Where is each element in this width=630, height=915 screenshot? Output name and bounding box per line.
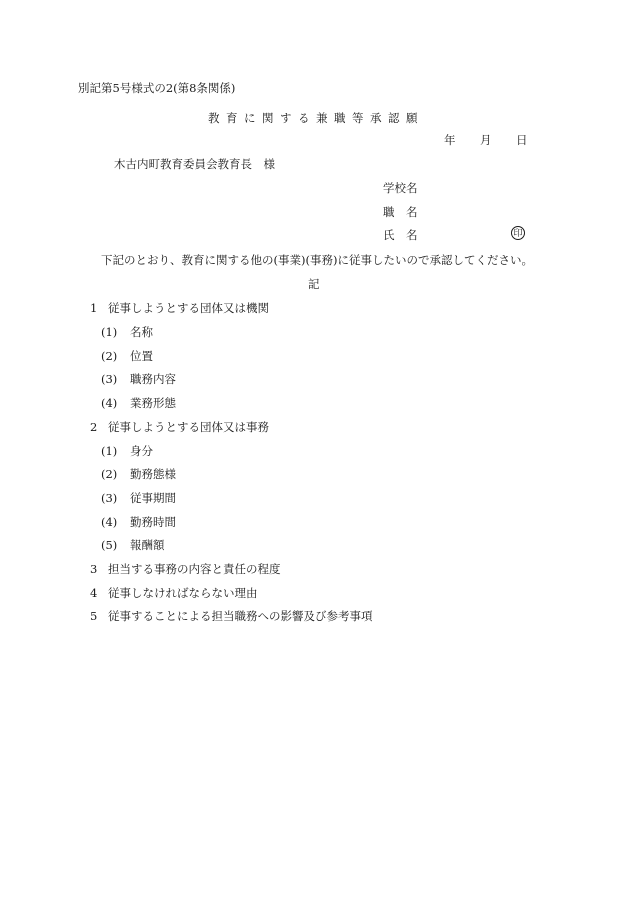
date-day: 日 bbox=[516, 133, 528, 147]
item-number: (1) bbox=[101, 444, 118, 458]
section-number: 3 bbox=[90, 562, 98, 576]
school-name-label: 学校名 bbox=[383, 181, 418, 195]
ki-marker: 記 bbox=[308, 277, 320, 291]
position-label: 職 名 bbox=[383, 205, 418, 219]
item-number: (2) bbox=[101, 349, 118, 363]
request-text: 下記のとおり、教育に関する他の(事業)(事務)に従事したいので承認してください。 bbox=[101, 253, 533, 267]
item-label: 勤務態様 bbox=[130, 467, 176, 481]
section-heading: 従事することによる担当職務への影響及び参考事項 bbox=[108, 609, 373, 623]
form-reference: 別記第5号様式の2(第8条関係) bbox=[78, 81, 236, 95]
item-label: 従事期間 bbox=[130, 491, 176, 505]
date-month: 月 bbox=[480, 133, 492, 147]
addressee: 木古内町教育委員会教育長 様 bbox=[114, 157, 275, 171]
item-number: (5) bbox=[101, 538, 118, 552]
item-label: 身分 bbox=[130, 444, 153, 458]
section-number: 4 bbox=[90, 586, 98, 600]
section-heading: 従事しようとする団体又は事務 bbox=[108, 420, 269, 434]
section-heading: 従事しようとする団体又は機関 bbox=[108, 301, 269, 315]
item-label: 位置 bbox=[130, 349, 153, 363]
item-number: (3) bbox=[101, 491, 118, 505]
section-number: 2 bbox=[90, 420, 98, 434]
document-title: 教育に関する兼職等承認願 bbox=[208, 111, 424, 125]
date-year: 年 bbox=[444, 133, 456, 147]
section-heading: 従事しなければならない理由 bbox=[108, 586, 258, 600]
item-label: 業務形態 bbox=[130, 396, 176, 410]
item-label: 勤務時間 bbox=[130, 515, 176, 529]
item-number: (1) bbox=[101, 325, 118, 339]
item-number: (4) bbox=[101, 396, 118, 410]
item-number: (3) bbox=[101, 372, 118, 386]
item-label: 報酬額 bbox=[130, 538, 165, 552]
section-number: 1 bbox=[90, 301, 98, 315]
section-number: 5 bbox=[90, 609, 98, 623]
seal-mark: 印 bbox=[511, 226, 525, 240]
item-label: 職務内容 bbox=[130, 372, 176, 386]
item-number: (4) bbox=[101, 515, 118, 529]
item-number: (2) bbox=[101, 467, 118, 481]
item-label: 名称 bbox=[130, 325, 153, 339]
name-label: 氏 名 bbox=[383, 228, 418, 242]
section-heading: 担当する事務の内容と責任の程度 bbox=[108, 562, 281, 576]
